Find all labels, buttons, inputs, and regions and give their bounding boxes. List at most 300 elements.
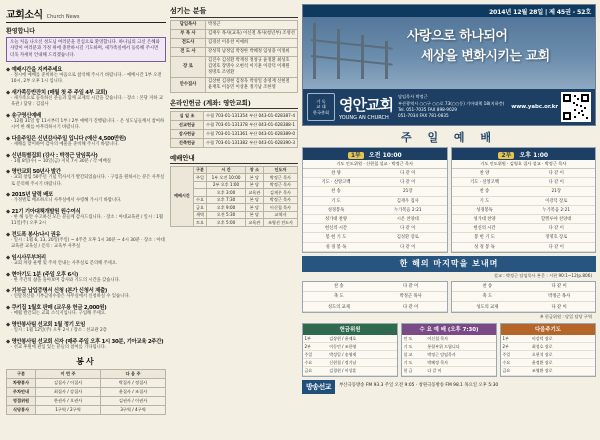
cell (193, 181, 206, 189)
cell: 수협 703-01-131378 부산 043-01-028388-1 (204, 121, 298, 130)
order-row (303, 291, 447, 301)
service-badge: 2부 (498, 152, 514, 159)
broadcast-stamp: 방송선교 (302, 380, 335, 394)
cell: 오후 5:00 (207, 219, 246, 227)
order-value: 박정근 목사 (523, 291, 595, 301)
order-item: 성도의 교제 (452, 302, 524, 312)
news-item-detail: · 매월 발간되는 교회 소식지입니다. 구입해 주세요. (11, 311, 107, 317)
order-row (303, 282, 447, 292)
church-news-title-en: Church News (46, 14, 80, 20)
cell: 2부 (501, 342, 530, 350)
order-value: 다 같 이 (518, 169, 596, 178)
staff-title: 섬기는 분들 (170, 6, 298, 18)
order-item: 찬 송 (452, 187, 518, 196)
cell: 수협 703-01-131354 부산 043-01-028387-4 (204, 112, 298, 121)
service-leaders: 기도 인도위원 · 신현철 설교 · 박정근 목사 (303, 160, 447, 169)
cell: 김상현 / 윤재호 (328, 335, 397, 343)
row-label: 전도사 (171, 39, 206, 48)
worship-order-second (451, 147, 597, 253)
table-row (501, 335, 595, 343)
col-header: 구분 (193, 166, 206, 174)
order-value: 다 같 이 (375, 302, 447, 312)
cell: 오후 3:00 (207, 189, 246, 197)
table-row (171, 112, 298, 121)
cell: 인 도 (402, 335, 426, 343)
offering-note: ※ 헌금위원 : 당일 담당 구역 (539, 314, 592, 320)
cell: 설 교 (402, 351, 426, 359)
church-website[interactable]: www.yabc.or.kr (511, 104, 558, 110)
news-item-detail: · 새해를 맞이하여 감사의 예물을 준비해 주시기 바랍니다. (11, 141, 119, 147)
table-row (303, 342, 397, 350)
church-tel-2: 051-7034 FAX 781-0835 (397, 113, 449, 119)
cell: 최집사 / 강집사 (36, 387, 101, 396)
cell: 한권사 / 오권사 (36, 396, 101, 405)
cell: 수협 703-01-131361 부산 043-01-028389-0 (204, 129, 298, 138)
order-value: 정명호 장로 (518, 233, 596, 242)
table-row (402, 359, 496, 367)
news-item (6, 207, 166, 227)
order-row (452, 224, 596, 233)
cell: 교육관 (245, 219, 263, 227)
welcome-box: 오늘 처음 나오신 성도님 여러분을 진심으로 환영합니다. 하나님의 크신 은혜와 사랑이 여러분과 가정 위에 충만하시길 기도하며, 새가족실에서 등록해 주시면 더욱 자세히 안내해 드리겠습니다. (6, 37, 166, 62)
next-week-prayer-box (500, 323, 596, 376)
news-item-title: ◆ 신년특별집회 (강사 : 박정근 담임목사) (6, 151, 166, 159)
cell: 박정근 목사 (263, 174, 297, 182)
news-item (6, 190, 166, 204)
service-duty-title: 봉사 (76, 356, 96, 366)
news-item (6, 134, 166, 148)
order-row (452, 187, 596, 196)
col-header: 이 번 주 (36, 369, 101, 378)
cell: 2부 오후 1:00 (207, 181, 246, 189)
order-value: 다 같 이 (523, 282, 595, 292)
news-item-title: ◆ 현아기도 1분 (주일 오후 6시) (6, 270, 166, 278)
order-value: 21장 (518, 187, 596, 196)
order-row (303, 187, 447, 196)
broadcast-footer (302, 380, 596, 394)
cell: 본 당 (245, 196, 263, 204)
cell: 박집사 / 정집사 (101, 378, 166, 387)
offering-committee-table (303, 335, 397, 376)
church-name (339, 94, 393, 121)
cell: 본 당 (245, 211, 263, 219)
table-row (171, 57, 298, 78)
order-row (452, 169, 596, 178)
table-row (171, 138, 298, 147)
order-value: 21장 (369, 187, 447, 196)
news-item-detail: · 일시 : 1월 6, 13, 20일(주일) ~ 4주간 오후 1시 30분 ~ 4시 30분 · 장소 : 아대교육관 교육실 / 문의 : 교육부 사무실 (11, 237, 165, 250)
order-value: 다 같 이 (369, 242, 447, 251)
order-item: 축 도 (303, 291, 375, 301)
cell: 주일 (303, 351, 328, 359)
order-item: 찬 송 (452, 282, 524, 292)
cell: 수요 (303, 359, 328, 367)
slogan-line-1: 사랑으로 하나되어 (407, 29, 508, 44)
cell: 김상현 김경현 김정욱 박성일 송영재 신현철 윤재호 이동민 이상훈 정기남 조한영 (206, 78, 298, 93)
cell: 수협 703-01-131382 부산 043-01-028390-3 (204, 138, 298, 147)
order-item: 성 경 봉 독 (452, 242, 518, 251)
news-item (6, 286, 166, 300)
bank-accounts-table (170, 111, 298, 148)
cell: 오후 7:30 (207, 196, 246, 204)
church-contact (398, 94, 508, 119)
news-item-detail: · 교회 창립 50주년 기념 역사서가 발간되었습니다. · 구입을 원하시는 분은 사무실로 문의해 주시기 바랍니다. (11, 175, 165, 187)
news-item-detail: · 한 해 동안 수고하신 모든 분들께 감사드립니다. · 장소 : 아대교육관 / 일시 : 1월 11일(주) 오후 2시 (11, 215, 164, 227)
order-row (303, 242, 447, 251)
news-item-detail: · 일시 : 1월 12일(주) 오후 2시 / 장소 : 선교관 2층 (11, 327, 107, 333)
worship-section-title: 주 일 예 배 (401, 131, 497, 144)
news-item-title: ◆ 송구영신예배 (6, 111, 166, 119)
order-item: 성경봉독 (303, 205, 369, 214)
order-value: 다 같 이 (369, 224, 447, 233)
table-row (501, 367, 595, 375)
cell: 본 당 (245, 174, 263, 182)
table-row (171, 121, 298, 130)
order-item: 성 경 봉 독 (303, 242, 369, 251)
order-item: 기도 · 신앙고백 (452, 178, 518, 187)
issue-date: 2014년 12월 28일 | 제 45권 - 52호 (303, 5, 595, 17)
cell: 이강덕 장로 (530, 335, 595, 343)
news-item-title: ◆ 2015년 달력 배포 (6, 190, 166, 198)
cell: 수요 (193, 196, 206, 204)
banner-slogan (407, 27, 550, 66)
service-caption (303, 148, 447, 160)
news-item-title: ◆ 임시사무부처리 (6, 253, 166, 261)
cell: 박정근 담임목사 (426, 351, 496, 359)
weekly-schedule-title: 예배안내 (170, 153, 298, 164)
order-row (452, 178, 596, 187)
header-banner (302, 4, 596, 126)
order-value: 김재우 집사 (369, 196, 447, 205)
service-time: 오전 10:00 (368, 151, 402, 159)
table-row (7, 378, 166, 387)
news-item-title: ◆ 영안봉사팀 선교회 1월 정기 모임 (6, 320, 166, 328)
order-value: 시온 찬양대 (369, 214, 447, 223)
news-item-detail: · 정시에 예배를 준비하는 마음으로 참석해 주시기 바랍니다. · 예배시간 1부 오전 10시, 2부 오후 1시 입니다. (11, 73, 162, 85)
cell: 이신철 목사 (426, 335, 496, 343)
order-item: 성도의 교제 (303, 302, 375, 312)
cell: 주일 (501, 351, 530, 359)
cell: 김재우 목사 (263, 189, 297, 197)
order-row (452, 205, 596, 214)
order-row (452, 242, 596, 251)
news-item-title: ◆ 21기 기아대책개발원 원수여식 (6, 207, 166, 215)
qr-code-icon[interactable] (561, 92, 591, 122)
weekly-schedule-table (170, 166, 298, 227)
box-caption: 헌금위원 (303, 324, 397, 334)
news-item (6, 320, 166, 334)
row-label: 담임목사 (171, 21, 206, 30)
service-badge: 1부 (348, 152, 364, 159)
cell: 조영선 전도사 (263, 219, 297, 227)
col-header: 다 음 주 (101, 369, 166, 378)
news-item (6, 151, 166, 165)
cell: 통합부위 드립니다 (426, 342, 496, 350)
table-row (171, 78, 298, 93)
cell: 교육관 (245, 189, 263, 197)
worship-order-first (302, 147, 448, 253)
cell: 금요 (303, 367, 328, 375)
news-item-detail: · 선교 후원에 관심 있는 분들의 참여를 기다립니다. (11, 344, 107, 350)
church-address: 부산광역시 ○○구 ○○로 73(○○동) 기아대책 18(지하층) (397, 100, 505, 106)
news-list (6, 65, 166, 351)
order-row (452, 291, 596, 301)
order-row (303, 196, 447, 205)
schedule-vertical-label: 예배시간 (171, 166, 194, 226)
order-value: 누가복음 2:21 (369, 205, 447, 214)
news-item (6, 270, 166, 284)
order-value: 다 같 이 (369, 169, 447, 178)
news-item (6, 337, 166, 351)
table-row (303, 351, 397, 359)
order-table (452, 169, 596, 252)
table-row (171, 21, 298, 30)
order-row (303, 214, 447, 223)
staff-column (170, 6, 298, 434)
table-row (171, 39, 298, 48)
denomination-line-1: 기 독 (316, 98, 326, 104)
order-value: 다 같 이 (518, 178, 596, 187)
table-row (7, 387, 166, 396)
cell: 김진수 김성환 박재성 정창규 윤정환 최성호 김영호 장명수 오현석 이기훈 이강덕 이재원 정명호 조영환 (206, 57, 298, 78)
worship-orders (302, 147, 596, 253)
table-row (7, 396, 166, 405)
order-value: 다 같 이 (523, 302, 595, 312)
order-value: 누가복음 2:21 (518, 205, 596, 214)
order-item: 봉 헌 기 도 (452, 233, 518, 242)
order-row (303, 169, 447, 178)
cell: 기 도 (402, 359, 426, 367)
news-item-title: ◆ 영안교회 50년사 발간 (6, 167, 166, 175)
service-duty-table (6, 369, 166, 415)
sermon-title-band: 한 해의 마지막을 보내며 (302, 256, 596, 272)
post-sermon-orders (302, 281, 596, 314)
cell: 교역자 (263, 211, 297, 219)
cell: 김권사 / 이권사 (101, 396, 166, 405)
church-news-title-ko: 교회소식 (6, 10, 43, 21)
cell: 조영환 장로 (530, 367, 595, 375)
table-row (171, 48, 298, 57)
news-item-detail: · 한 주간의 삶을 돌아보며 감사와 기도의 시간을 갖습니다. (11, 277, 121, 283)
church-news-column (6, 6, 166, 434)
cell: 금요 (501, 367, 530, 375)
cell: 주일 (193, 174, 206, 182)
order-item: 찬 양 (452, 169, 518, 178)
cell: 3구역 / 4구역 (101, 405, 166, 414)
news-item-detail: · 교회 차량 운행 및 주차 안내는 사무실로 문의해 주세요. (11, 260, 118, 266)
order-item: 기 도 (303, 196, 369, 205)
order-item: 찬 송 (303, 282, 375, 292)
news-item-title: ◆ 다음주일은 신년감사주일 입니다 (예산 4,500만원) (6, 134, 166, 142)
news-item-detail: · 1월 8일(수) ~ 10일(금) 저녁 7시 30분 / 각 예배실 (11, 158, 111, 164)
table-row (171, 30, 298, 39)
order-item: 기도 · 신앙고백 (303, 178, 369, 187)
order-row (452, 214, 596, 223)
cell: 토요 (193, 219, 206, 227)
cell: 오현석 장로 (530, 351, 595, 359)
news-item-title: ◆ 영안봉사팀 선교회 신자 (매주 주일 오후 1시 30분, 기아교육 2주간) (6, 337, 166, 345)
order-item: 성가대 찬양 (452, 214, 518, 223)
order-item: 축 도 (452, 291, 524, 301)
service-leaders: 기도 인도위원 · 김영호 집사 설교 · 박정근 목사 (452, 160, 596, 169)
order-item: 성경봉독 (452, 205, 518, 214)
order-value: 다 같 이 (518, 242, 596, 251)
cell: 박정근 (206, 21, 298, 30)
order-row (303, 205, 447, 214)
row-label: 십 일 조 (171, 112, 204, 121)
cell: 본 당 (245, 181, 263, 189)
post-order-table-left (303, 282, 447, 313)
order-row (303, 302, 447, 312)
cell: 최성호 장로 (530, 342, 595, 350)
sermon-subtitle: 설교 : 박정근 담임목사 본문 : 시편 90:1~12(p.806) (493, 272, 592, 278)
cell: 2부 (303, 342, 328, 350)
news-item-detail: · 연말정산용 기부금영수증은 사무실에서 신청하실 수 있습니다. (11, 294, 130, 300)
table-header-row (7, 369, 166, 378)
row-label: 장 로 (171, 57, 206, 78)
cell: 강성혁 남정임 박정한 박혜정 임성용 이정희 (206, 48, 298, 57)
news-item-title: ◆ 쿠키집 1월호 판매 (교우용 헌금 2,000원) (6, 303, 166, 311)
cell: 신현철 / 정기남 (328, 359, 397, 367)
denomination-line-2: 교 대 (316, 104, 326, 110)
order-value: 할렐루야 찬양대 (518, 214, 596, 223)
order-value: 김성환 장로 (369, 233, 447, 242)
cell: 오후 9:00 (207, 204, 246, 212)
table-row (303, 335, 397, 343)
cell: 금요 (193, 204, 206, 212)
offering-committee-box (302, 323, 398, 376)
col-header: 시 간 (207, 166, 246, 174)
cell: 1부 오전 10:00 (207, 174, 246, 182)
cell: 박혜정 목사 (426, 359, 496, 367)
row-label: 주차안내 (7, 387, 36, 396)
news-item (6, 65, 166, 85)
slogan-line-2: 세상을 변화시키는 교회 (421, 48, 550, 64)
cell: 새벽 (193, 211, 206, 219)
cell: 김집사 / 이집사 (36, 378, 101, 387)
col-header: 인도자 (263, 166, 297, 174)
table-row (402, 342, 496, 350)
row-label: 선교헌금 (171, 121, 204, 130)
table-row (501, 359, 595, 367)
order-value: 다 같 이 (518, 224, 596, 233)
church-name-ko: 영안교회 (339, 95, 393, 114)
news-item-title: ◆ 새가족등반잔치 (매월 첫 주 주일 4부 교회) (6, 88, 166, 96)
cell (193, 189, 206, 197)
table-row (303, 367, 397, 375)
table-header-row (171, 166, 298, 174)
col-header: 구분 (7, 369, 36, 378)
post-order-table-right (452, 282, 596, 313)
row-label: 건축헌금 (171, 138, 204, 147)
fence-photo-decoration (303, 17, 423, 89)
order-item: 헌신의 시간 (452, 224, 518, 233)
broadcast-text: 부산극동방송 FM 93.3 주일 오전 9:05 · 창원극동방송 FM 98.1 목요일 오후 5:30 (339, 383, 499, 389)
news-item-detail: · 가정별로 배포하오니 사무실에서 수령해 가시기 바랍니다. (11, 198, 122, 204)
order-item: 헌신의 시간 (303, 224, 369, 233)
table-row (7, 405, 166, 414)
order-row (303, 224, 447, 233)
news-item (6, 303, 166, 317)
denomination-badge (307, 93, 335, 121)
row-label: 부 목 사 (171, 30, 206, 39)
cell: 김경선 이유찬 이예희 (206, 39, 298, 48)
row-label: 식당봉사 (7, 405, 36, 414)
post-order-left (302, 281, 448, 314)
cell: 윤정환 장로 (530, 359, 595, 367)
table-row (402, 367, 496, 375)
order-value: 이강덕 장로 (518, 196, 596, 205)
order-table (303, 169, 447, 252)
worship-column (302, 4, 596, 436)
cell: 이동민 / 조한영 (328, 342, 397, 350)
order-item: 찬 송 (303, 187, 369, 196)
table-row (402, 351, 496, 359)
news-item-title: ◆ 기부금 납입증명서 신청 (본가 신청서 제출) (6, 286, 166, 294)
row-label: 영접위원 (7, 396, 36, 405)
order-row (452, 233, 596, 242)
news-item (6, 230, 166, 250)
order-value: 다 같 이 (369, 178, 447, 187)
news-item (6, 88, 166, 108)
table-row (501, 351, 595, 359)
news-item-title: ◆ 예배시간을 지켜주세요 (6, 65, 166, 73)
next-week-prayer-table (501, 335, 595, 376)
church-news-header (6, 6, 166, 23)
table-row (171, 129, 298, 138)
order-row (303, 178, 447, 187)
table-row (501, 342, 595, 350)
cell: 윤집사 / 조집사 (101, 387, 166, 396)
pastor-name: 담임목사 박정근 (397, 94, 428, 100)
cell: 기 도 (402, 342, 426, 350)
order-row (303, 233, 447, 242)
welcome-heading: 환영합니다 (6, 28, 35, 35)
cell: 이신철 목사 (263, 204, 297, 212)
cell: 1부 (303, 335, 328, 343)
col-header: 장 소 (245, 166, 263, 174)
cell: 1구역 / 2구역 (36, 405, 101, 414)
denomination-line-3: 한국총회 (312, 109, 330, 115)
news-item (6, 253, 166, 267)
cell: 다 같 이 (426, 367, 496, 375)
cell: 1부 (501, 335, 530, 343)
order-row (452, 196, 596, 205)
church-identity-bar (303, 89, 595, 125)
church-tel: Tel. 051-7035 FAX 898-9029 (397, 107, 457, 112)
news-item (6, 111, 166, 131)
wednesday-service-box (401, 323, 497, 376)
table-row (303, 359, 397, 367)
box-caption: 다음주기도 (501, 324, 595, 334)
cell: 헌 금 (402, 367, 426, 375)
cell: 김경현 / 이상훈 (328, 367, 397, 375)
cell: 본 당 (245, 204, 263, 212)
cell: 오전 5:30 (207, 211, 246, 219)
service-time: 오후 1:00 (519, 151, 549, 159)
order-item: 봉 헌 기 도 (303, 233, 369, 242)
order-item: 성가대 찬양 (303, 214, 369, 223)
order-row (452, 302, 596, 312)
news-item (6, 167, 166, 187)
row-label: 차량봉사 (7, 378, 36, 387)
cell: 김재우 목사(교육) 이신철 목사(청년부) 조영선 (206, 30, 298, 39)
cell: 박정근 목사 (263, 196, 297, 204)
post-order-right (451, 281, 597, 314)
order-value: 다 같 이 (375, 282, 447, 292)
wednesday-service-table (402, 335, 496, 376)
service-caption (452, 148, 596, 160)
